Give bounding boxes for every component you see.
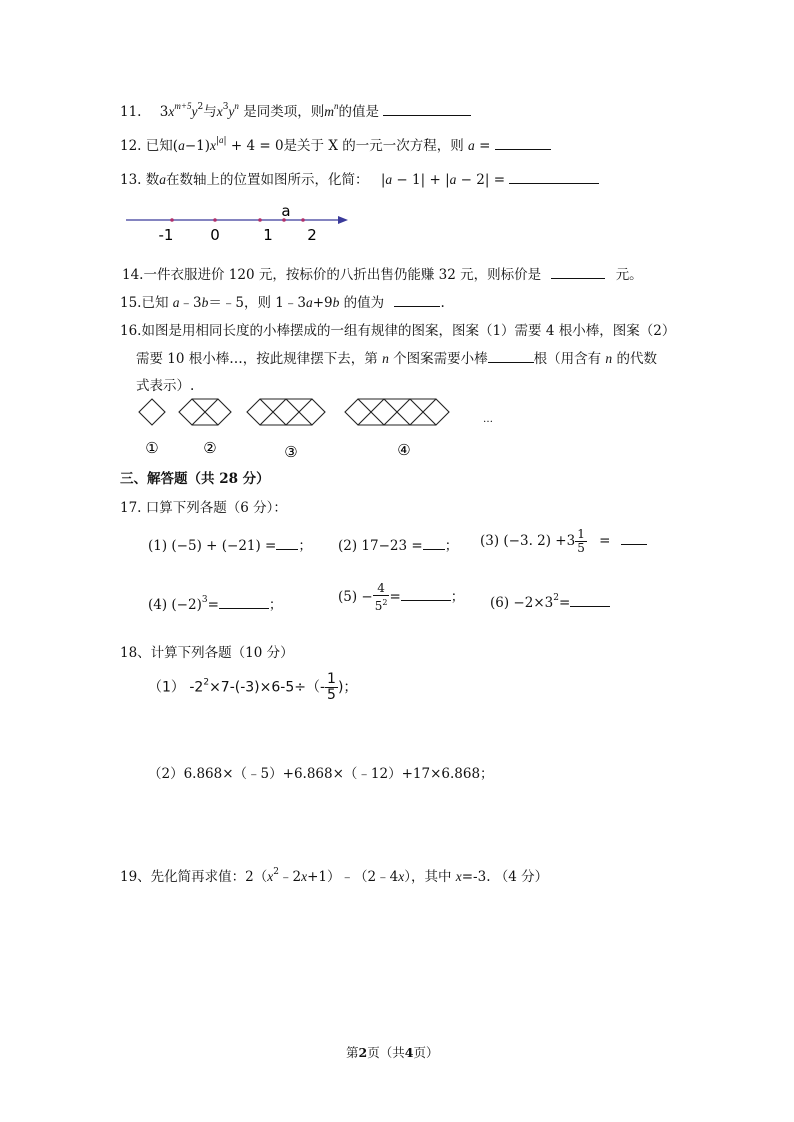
question-number: 11. [120,104,142,120]
q18-part-1: （1） $-2^2\times 7-(-3)\times 6-5\div(-$ $\frac{1}{5}$ )； [148,671,358,703]
pattern-1 [139,399,165,425]
page-footer: 第2页（共4页） [346,1045,439,1060]
q18-part-2: （2）6.868×（﹣5）+6.868×（﹣12）+17×6.868； [148,766,494,782]
tick-label: 0 [210,226,220,244]
point-a-label: a [281,202,291,220]
question-13: 13. 数a在数轴上的位置如图所示，化简： |a − 1| + |a − 2| = [120,168,599,188]
question-16-line2: 需要 10 根小棒…，按此规律摆下去，第 n 个图案需要小棒 根（用含有 n 的代数 [136,351,657,367]
fraction: $\frac{4}{5^2}$ [374,581,388,613]
question-17-title: 17. 口算下列各题（6 分）： [120,500,287,516]
answer-blank[interactable] [401,599,451,601]
question-12: 12. 已知$(a-1)x^{|a|} + 4 = 0$是关于 X 的一元一次方程，则 a = [120,134,551,154]
q17-part-6: $(6) -2\times 3^2=$ [490,593,610,611]
answer-blank[interactable] [276,548,298,550]
tick-label: 1 [263,226,273,244]
fraction: $\frac{1}{5}$ [577,527,585,555]
question-14: 14.一件衣服进价 120 元，按标价的八折出售仍能赚 32 元，则标价是 元。 [122,267,643,283]
answer-blank[interactable] [219,607,269,609]
question-11: 11. $3x^{m+5}y^2$与$x^3y^n$ 是同类项，则$m^n$的值是 [120,100,471,120]
answer-blank[interactable] [488,361,534,363]
answer-blank[interactable] [551,277,605,279]
q17-part-2: (2) 17−23 = ； [338,538,459,554]
pattern-label: ① [145,439,159,457]
fraction: $\frac{1}{5}$ [327,671,336,703]
tick-label: 2 [307,226,317,244]
pattern-4 [345,399,449,425]
ellipsis: … [483,414,493,425]
pattern-label: ③ [284,443,298,461]
pattern-2 [179,399,231,425]
math-expr: $3x^{m+5}y^2$与$x^3y^n$ [159,101,239,120]
question-16-line3: 式表示）. [136,378,195,394]
answer-blank[interactable] [495,148,551,150]
question-18-title: 18、计算下列各题（10 分） [120,645,294,661]
question-19: 19、先化简再求值：$2(x^2﹣2x+1)﹣(2﹣4x)$，其中 x=-3. （4 分） [120,867,549,885]
answer-blank[interactable] [621,543,647,545]
answer-blank[interactable] [570,605,610,607]
pattern-label: ④ [397,441,411,459]
q17-part-5: (5) − $\frac{4}{5^2}$ = ； [338,581,465,613]
q17-part-3: (3) (−3. 2) +3 $\frac{1}{5}$ = [480,528,647,555]
q17-part-1: (1) (−5) + (−21) = ； [148,538,312,554]
question-15: 15.已知 a﹣3b＝﹣5，则 1﹣3a+9b 的值为 . [120,295,445,311]
stick-pattern-figure [130,396,510,462]
answer-blank[interactable] [423,548,445,550]
answer-blank[interactable] [394,305,440,307]
pattern-label: ② [203,439,217,457]
answer-blank[interactable] [383,114,471,116]
question-16-line1: 16.如图是用相同长度的小棒摆成的一组有规律的图案，图案（1）需要 4 根小棒，图案（2） [120,323,676,339]
number-line [120,202,360,244]
section-title: 三、解答题（共 28 分） [120,471,270,487]
q17-part-4: (4) $(-2)^3=$ ； [148,595,283,613]
answer-blank[interactable] [509,182,599,184]
pattern-3 [247,399,325,425]
tick-label: -1 [158,226,174,244]
